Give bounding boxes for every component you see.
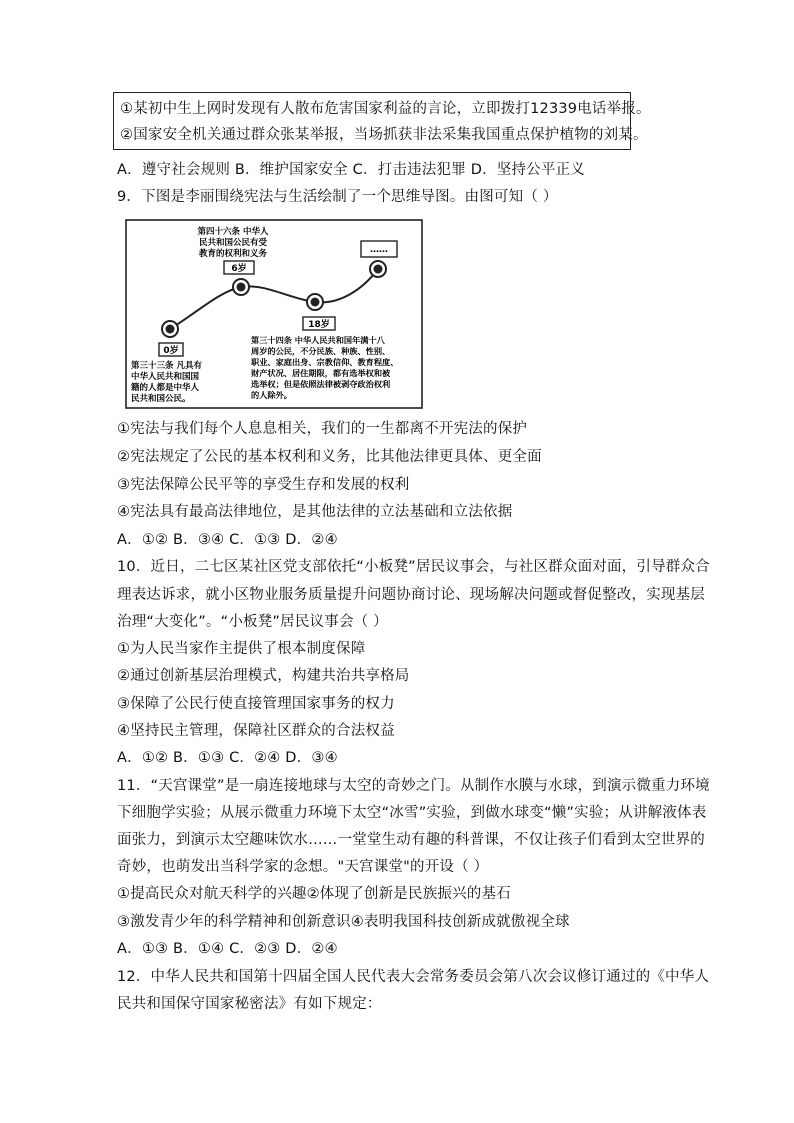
q12-line-1: 12．中华人民共和国第十四届全国人民代表大会常务委员会第八次会议修订通过的《中华人	[117, 969, 710, 985]
q9-stem: 9．下图是李丽围绕宪法与生活绘制了一个思维导图。由图可知（ ）	[117, 189, 558, 205]
q9-option-1: ①宪法与我们每个人息息相关，我们的一生都离不开宪法的保护	[117, 421, 528, 437]
art34-line-5: 选举权；但是依照法律被剥夺政治权利	[251, 379, 391, 389]
q11-line-4: 奇妙，也萌发出当科学家的念想。"天宫课堂"的开设（ ）	[117, 859, 489, 875]
node-dot-0	[166, 325, 175, 334]
art34-line-3: 职业、家庭出身、宗教信仰、教育程度、	[251, 357, 399, 367]
art33-line-4: 民共和国公民。	[131, 394, 191, 404]
q11-line-1: 11．“天宫课堂”是一扇连接地球与太空的奇妙之门。从制作水膜与水球，到演示微重力环境	[117, 778, 710, 794]
label-more: ……	[370, 245, 388, 255]
q11-line-2: 下细胞学实验；从展示微重力环境下太空“冰雪”实验，到做水球变“懒”实验；从讲解液体表	[117, 805, 707, 821]
label-6: 6岁	[231, 264, 247, 274]
q10-option-4: ④坚持民主管理，保障社区群众的合法权益	[117, 723, 395, 739]
art33-line-1: 第三十三条 凡具有	[131, 361, 202, 371]
art33-line-3: 籍的人都是中华人	[131, 383, 200, 393]
q11-option-3-4: ③激发青少年的科学精神和创新意识④表明我国科技创新成就傲视全球	[117, 914, 570, 930]
q10-option-3: ③保障了公民行使直接管理国家事务的权力	[117, 696, 395, 712]
q12-line-2: 民共和国保守国家秘密法》有如下规定：	[117, 996, 382, 1012]
q11-choices: A．①③ B．①④ C．②③ D．②④	[117, 941, 338, 957]
q9-option-2: ②宪法规定了公民的基本权利和义务，比其他法律更具体、更全面	[117, 449, 542, 465]
q9-choices: A．①② B．③④ C．①③ D．②④	[117, 532, 338, 548]
q9-option-4: ④宪法具有最高法律地位，是其他法律的立法基础和立法依据	[117, 504, 513, 520]
constitution-mind-map	[125, 219, 423, 409]
mind-map-svg	[125, 219, 423, 409]
art33-line-2: 中华人民共和国国	[131, 372, 200, 382]
node-dot-6	[237, 283, 246, 292]
q10-line-2: 理表达诉求，就小区物业服务质量提升问题协商讨论、现场解决问题或督促整改，实现基层	[117, 587, 705, 603]
art34-line-2: 周岁的公民，不分民族、种族、性别、	[251, 346, 391, 356]
q10-choices: A．①② B．①③ C．②④ D．③④	[117, 750, 338, 766]
q10-option-2: ②通过创新基层治理模式，构建共治共享格局	[117, 668, 410, 684]
q10-line-1: 10．近日，二七区某社区党支部依托“小板凳”居民议事会，与社区群众面对面，引导群众合	[117, 559, 710, 575]
example-box	[113, 92, 651, 150]
node-dot-more	[374, 265, 383, 274]
art46-line-2: 民共和国公民有受	[198, 238, 268, 248]
node-dot-18	[311, 298, 320, 307]
q11-option-1-2: ①提高民众对航天科学的兴趣②体现了创新是民族振兴的基石	[117, 886, 511, 902]
example-line-2: ②国家安全机关通过群众张某举报，当场抓获非法采集我国重点保护植物的刘某。	[120, 127, 648, 143]
label-0: 0岁	[163, 346, 179, 356]
art34-line-1: 第三十四条 中华人民共和国年满十八	[251, 335, 385, 345]
art46-line-1: 第四十六条 中华人	[197, 227, 269, 237]
q10-option-1: ①为人民当家作主提供了根本制度保障	[117, 641, 366, 657]
q9-option-3: ③宪法保障公民平等的享受生存和发展的权利	[117, 477, 410, 493]
q11-line-3: 面张力，到演示太空趣味饮水……一堂堂生动有趣的科普课，不仅让孩子们看到太空世界的	[117, 832, 705, 848]
art34-line-6: 的人除外。	[251, 390, 292, 400]
art34-line-4: 财产状况、居住期限，都有选举权和被	[251, 368, 391, 378]
example-line-1: ①某初中生上网时发现有人散布危害国家利益的言论，立即拨打12339电话举报。	[120, 101, 651, 117]
label-18: 18岁	[308, 320, 330, 330]
q10-line-3: 治理“大变化”。“小板凳”居民议事会（ ）	[117, 614, 388, 630]
q8-choices: A．遵守社会规则 B．维护国家安全 C．打击违法犯罪 D．坚持公平正义	[117, 162, 585, 178]
art46-line-3: 教育的权利和义务	[198, 249, 268, 259]
